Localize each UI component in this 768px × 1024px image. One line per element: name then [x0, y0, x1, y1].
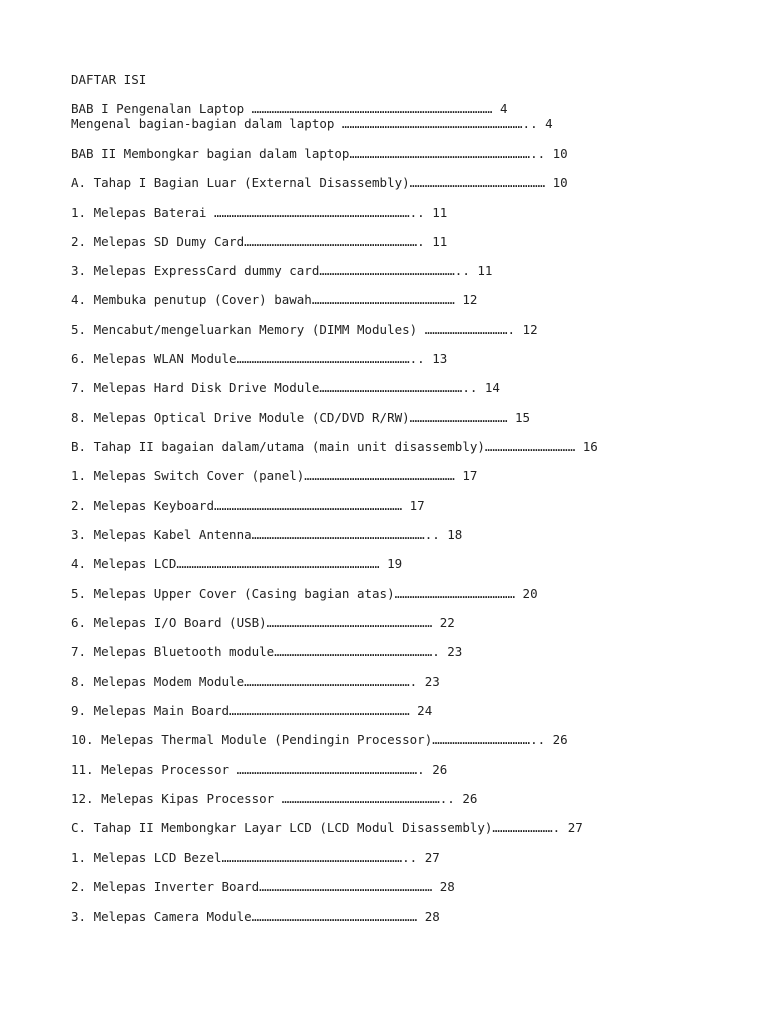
- toc-entry: 3. Melepas Camera Module………………………………………………………… 28: [71, 909, 440, 924]
- toc-entry: 3. Melepas ExpressCard dummy card……………………………………………….. 11: [71, 263, 493, 278]
- toc-entry: 4. Melepas LCD……………………………………………………………………… 19: [71, 556, 403, 571]
- toc-entry: A. Tahap I Bagian Luar (External Disassembly)……………………………………………… 10: [71, 175, 568, 190]
- toc-entry: BAB II Membongkar bagian dalam laptop……………………………………………………………….. 10: [71, 146, 568, 161]
- toc-entry: 10. Melepas Thermal Module (Pendingin Processor)………………………………….. 26: [71, 732, 568, 747]
- toc-entry: 5. Mencabut/mengeluarkan Memory (DIMM Modules) ……………………………. 12: [71, 322, 538, 337]
- toc-entry: 2. Melepas Inverter Board…………………………………………………………… 28: [71, 879, 455, 894]
- toc-entry: 11. Melepas Processor ………………………………………………………………. 26: [71, 762, 448, 777]
- toc-entry: BAB I Pengenalan Laptop …………………………………………………………………………………… 4: [71, 101, 508, 116]
- toc-entry: 6. Melepas I/O Board (USB)………………………………………………………… 22: [71, 615, 455, 630]
- toc-entry: 3. Melepas Kabel Antenna…………………………………………………………….. 18: [71, 527, 463, 542]
- toc-entry: 1. Melepas Baterai …………………………………………………………………….. 11: [71, 205, 448, 220]
- toc-entry: 4. Membuka penutup (Cover) bawah………………………………………………… 12: [71, 292, 478, 307]
- toc-entry: 6. Melepas WLAN Module…………………………………………………………….. 13: [71, 351, 448, 366]
- toc-entry: 2. Melepas SD Dumy Card……………………………………………………………. 11: [71, 234, 448, 249]
- toc-entry: B. Tahap II bagaian dalam/utama (main unit disassembly)……………………………… 16: [71, 439, 598, 454]
- toc-entry: 12. Melepas Kipas Processor ……………………………………………………….. 26: [71, 791, 478, 806]
- toc-entry: 8. Melepas Modem Module…………………………………………………………. 23: [71, 674, 440, 689]
- toc-entry: C. Tahap II Membongkar Layar LCD (LCD Modul Disassembly)……………………. 27: [71, 820, 583, 835]
- toc-entry: 7. Melepas Bluetooth module………………………………………………………. 23: [71, 644, 463, 659]
- toc-entry: 7. Melepas Hard Disk Drive Module………………………………………………….. 14: [71, 380, 500, 395]
- toc-entry: 9. Melepas Main Board……………………………………………………………… 24: [71, 703, 433, 718]
- toc-entry: 5. Melepas Upper Cover (Casing bagian atas)………………………………………… 20: [71, 586, 538, 601]
- toc-entry: 1. Melepas Switch Cover (panel)…………………………………………………… 17: [71, 468, 478, 483]
- toc-entry: 1. Melepas LCD Bezel……………………………………………………………….. 27: [71, 850, 440, 865]
- toc-entry: 8. Melepas Optical Drive Module (CD/DVD R/RW)………………………………… 15: [71, 410, 531, 425]
- toc-entry: 2. Melepas Keyboard………………………………………………………………… 17: [71, 498, 425, 513]
- toc-title: DAFTAR ISI: [71, 72, 147, 87]
- toc-entry: Mengenal bagian-bagian dalam laptop ……………………………………………………………….. 4: [71, 116, 553, 131]
